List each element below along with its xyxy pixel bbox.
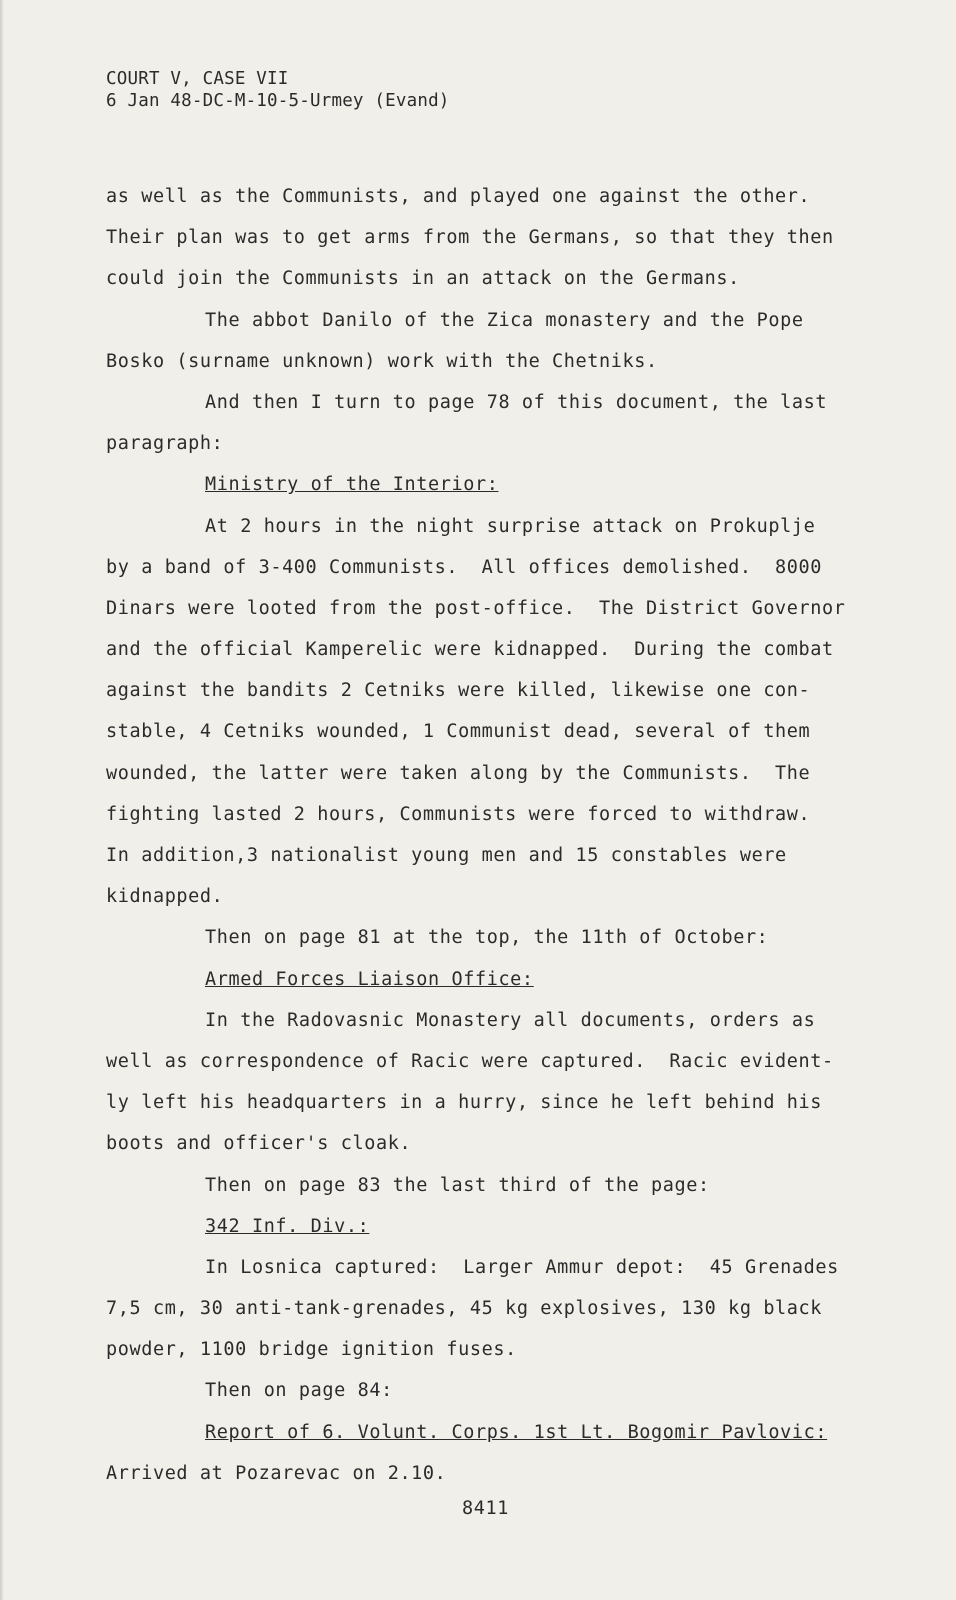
text-line: The abbot Danilo of the Zica monastery and the Pope [205, 309, 804, 331]
text-line: and the official Kamperelic were kidnapped. During the combat [106, 639, 834, 661]
section-heading-liaison: Armed Forces Liaison Office: [205, 968, 534, 990]
text-line: And then I turn to page 78 of this document, the last [205, 391, 828, 413]
text-line: ly left his headquarters in a hurry, since he left behind his [106, 1092, 823, 1114]
section-heading-ministry: Ministry of the Interior: [205, 474, 499, 496]
document-body [106, 176, 896, 1494]
text-line: Bosko (surname unknown) work with the Chetniks. [106, 350, 658, 372]
text-line: Then on page 83 the last third of the page: [205, 1174, 710, 1196]
document-header [106, 68, 450, 112]
report-heading: Report of 6. Volunt. Corps. 1st Lt. Bogomir Pavlovic: [205, 1421, 828, 1443]
text-line: In Losnica captured: Larger Ammur depot: 45 Grenades [205, 1256, 839, 1278]
page-number: 8411 [462, 1498, 509, 1519]
text-line: as well as the Communists, and played one against the other. [106, 186, 811, 207]
text-line: paragraph: [106, 433, 224, 455]
text-line: against the bandits 2 Cetniks were killed, likewise one con- [106, 680, 811, 702]
header-date-reference: 6 Jan 48-DC-M-10-5-Urmey (Evand) [106, 91, 450, 111]
text-line: fighting lasted 2 hours, Communists were forced to withdraw. [106, 803, 811, 825]
text-line: boots and officer's cloak. [106, 1133, 412, 1155]
text-line: stable, 4 Cetniks wounded, 1 Communist dead, several of them [106, 721, 811, 743]
header-court-case: COURT V, CASE VII [106, 69, 289, 89]
text-line: wounded, the latter were taken along by the Communists. The [106, 762, 811, 784]
text-line: Arrived at Pozarevac on 2.10. [106, 1462, 447, 1484]
text-line: kidnapped. [106, 886, 224, 908]
text-line: Then on page 81 at the top, the 11th of October: [205, 927, 769, 949]
page-edge [0, 0, 4, 1600]
text-line: Then on page 84: [205, 1380, 393, 1402]
section-heading-division: 342 Inf. Div.: [205, 1215, 370, 1237]
text-line: At 2 hours in the night surprise attack on Prokuplje [205, 515, 816, 537]
text-line: well as correspondence of Racic were captured. Racic evident- [106, 1050, 834, 1072]
text-line: In addition,3 nationalist young men and 15 constables were [106, 845, 787, 866]
text-line: could join the Communists in an attack on the Germans. [106, 268, 740, 290]
text-line: Their plan was to get arms from the Germans, so that they then [106, 227, 834, 249]
text-line: Dinars were looted from the post-office. The District Governor [106, 597, 846, 619]
text-line: In the Radovasnic Monastery all documents, orders as [205, 1009, 816, 1031]
text-line: powder, 1100 bridge ignition fuses. [106, 1339, 517, 1361]
text-line: by a band of 3-400 Communists. All offices demolished. 8000 [106, 556, 823, 578]
text-line: 7,5 cm, 30 anti-tank-grenades, 45 kg explosives, 130 kg black [106, 1298, 823, 1320]
